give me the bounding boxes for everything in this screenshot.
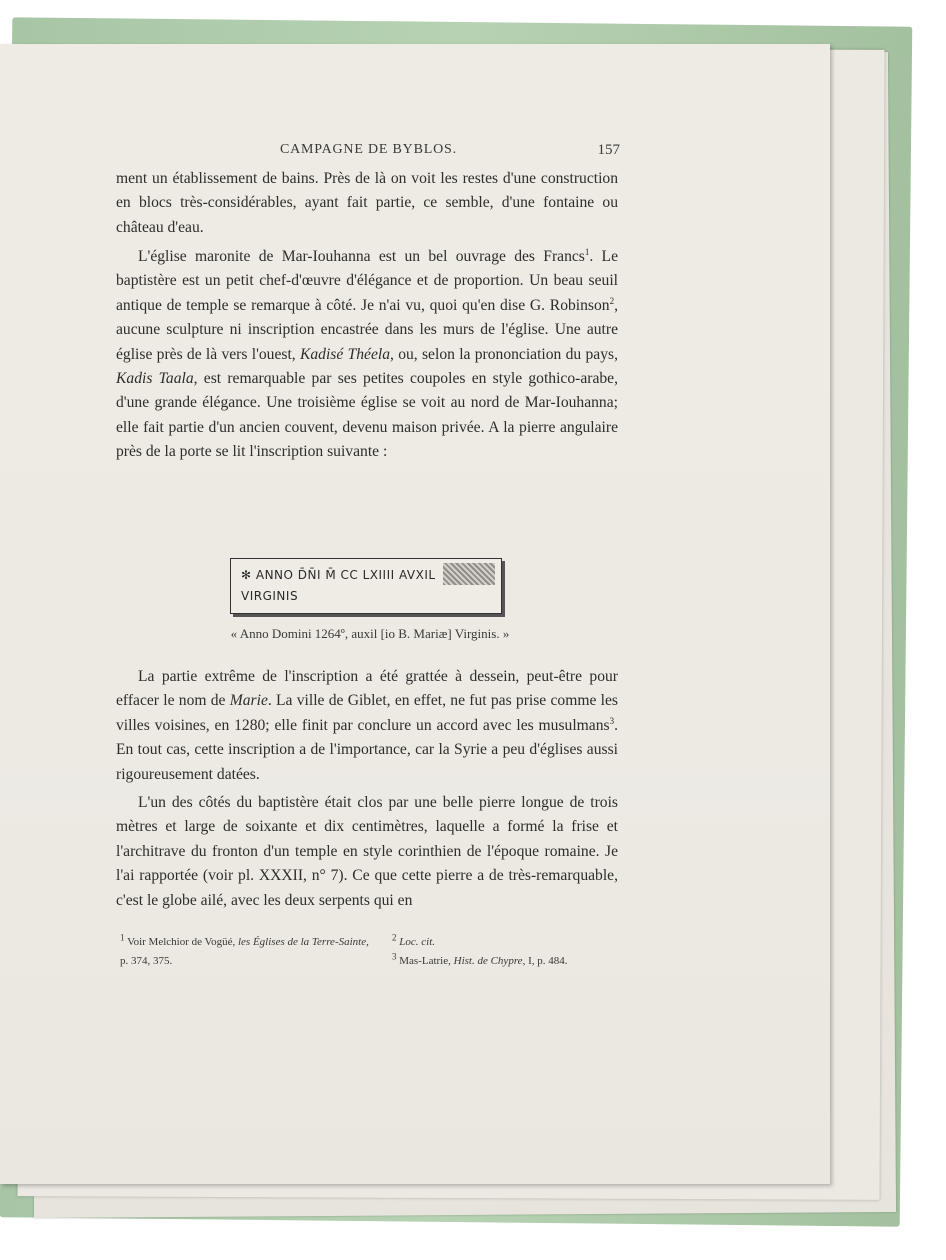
paragraph-text: , aucune sculpture ni inscription encastrée dans les murs de l'église. Une autre église près de là vers l'ouest, — [116, 296, 618, 363]
paragraph-text: , ou, selon la prononciation du pays, — [390, 345, 618, 363]
italic-text: les Églises de la Terre-Sainte — [237, 936, 367, 948]
running-head — [120, 142, 620, 162]
paragraph — [116, 665, 618, 787]
footnotes-left — [120, 933, 376, 971]
paragraph-text: La partie extrême de l'inscription a été grattée à dessein, peut-être pour effacer le nom de — [116, 668, 618, 710]
footnote-ref: 1 — [584, 246, 590, 257]
paragraph-text: . En tout cas, cette inscription a de l'importance, car la Syrie a peu d'églises aussi rigoureusement datées. — [116, 716, 618, 783]
italic-text: Kadisé Théela — [299, 345, 391, 363]
paragraph — [116, 245, 618, 465]
paragraph-text: , est remarquable par ses petites coupoles en style gothico-arabe, d'une grande élégance. Une troisième église se voit au nord de Mar-Iouhanna; elle fait partie d'un ancien couvent, devenu maison privée. A la pierre angulaire près de la porte se lit l'inscription suivante : — [116, 370, 618, 461]
inscription-line: VIRGINIS — [241, 589, 299, 603]
footnotes-right — [392, 933, 632, 971]
italic-text: Marie — [229, 692, 268, 710]
italic-text: Hist. de Chypre — [453, 955, 523, 967]
footnote-number: 2 — [392, 932, 397, 943]
footnote-text: , p. 374, 375. — [120, 936, 369, 967]
footnote-number: 1 — [120, 932, 125, 943]
footnote-number: 3 — [392, 951, 397, 962]
paragraph — [116, 167, 618, 240]
footnote — [392, 952, 632, 971]
footnote-text: Mas-Latrie, — [399, 955, 454, 967]
paragraph-text: ment un établissement de bains. Près de là on voit les restes d'une construction en blocs très-considérables, ayant fait partie, ce semble, d'une fontaine ou château d'eau. — [116, 170, 618, 236]
footnote — [120, 933, 376, 971]
erased-inscription-area — [443, 563, 495, 585]
paragraph — [116, 791, 618, 913]
inscription-figure — [230, 558, 502, 614]
paragraph-text: L'un des côtés du baptistère était clos par une belle pierre longue de trois mètres et large de soixante et dix centimètres, laquelle a formé la frise et l'architrave du fronton d'un temple en style corinthien de l'époque romaine. Je l'ai rapportée (voir pl. XXXII, n° 7). Ce que cette pierre a de très-remarquable, c'est le globe ailé, avec les deux serpents qui en — [116, 794, 618, 909]
page-number: 157 — [597, 142, 620, 158]
paragraph-text: . Le baptistère est un petit chef-d'œuvre d'élégance et de proportion. Un beau seuil antique de temple se remarque à côté. Je n'ai vu, quoi qu'en dise G. Robinson — [116, 248, 618, 314]
running-title: CAMPAGNE DE BYBLOS. — [280, 142, 457, 157]
paragraph-text: L'église maronite de Mar-Iouhanna est un bel ouvrage des Francs — [138, 248, 585, 265]
italic-text: Kadis Taala — [116, 370, 194, 388]
footnote-ref: 3 — [609, 715, 615, 726]
footnote-text: , I, p. 484. — [522, 955, 568, 967]
footnote-ref: 2 — [609, 295, 615, 306]
footnote — [392, 933, 632, 952]
footnote-text: Voir Melchior de Vogüé, — [127, 936, 238, 948]
paragraph-text: . La ville de Giblet, en effet, ne fut pas prise comme les villes voisines, en 1280; elle finit par conclure un accord avec les musulmans — [116, 692, 618, 734]
inscription-line: ✻ ANNO D̄N̄I M̄ CC LXIIII AVXIL — [241, 568, 436, 582]
inscription-caption: « Anno Domini 1264º, auxil [io B. Mariæ] Virginis. » — [230, 626, 510, 641]
italic-text: Loc. cit. — [399, 936, 435, 948]
